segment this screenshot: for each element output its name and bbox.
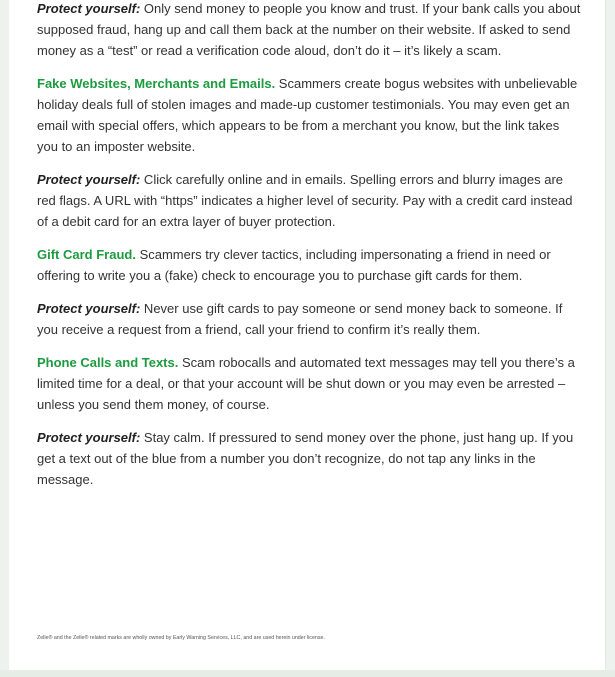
legal-footnote: Zelle® and the Zelle® related marks are wholly owned by Early Warning Services, LLC, and are used herein under license. bbox=[37, 635, 325, 641]
protect-yourself-label: Protect yourself: bbox=[37, 301, 141, 316]
paragraph-text: Never use gift cards to pay someone or send money back to someone. If you receive a request from a friend, call your friend to confirm it’s really them. bbox=[37, 301, 563, 337]
protect-yourself-label: Protect yourself: bbox=[37, 1, 141, 16]
bottom-band bbox=[0, 670, 615, 677]
fake-websites-paragraph bbox=[37, 73, 581, 157]
protect-yourself-paragraph-2 bbox=[37, 169, 581, 232]
protect-yourself-label: Protect yourself: bbox=[37, 172, 141, 187]
phone-calls-heading: Phone Calls and Texts. bbox=[37, 355, 179, 370]
paragraph-text: Only send money to people you know and trust. If your bank calls you about supposed fraud, hang up and call them back at the number on their website. If asked to send money as a “test” or read a verification code aloud, don’t do it – it’s likely a scam. bbox=[37, 1, 581, 58]
paragraph-text: Stay calm. If pressured to send money over the phone, just hang up. If you get a text out of the blue from a number you don’t recognize, do not tap any links in the message. bbox=[37, 430, 574, 487]
article-body bbox=[37, 0, 581, 502]
protect-yourself-paragraph-1 bbox=[37, 0, 581, 61]
paragraph-text: Scammers create bogus websites with unbelievable holiday deals full of stolen images and made-up customer testimonials. You may even get an email with special offers, which appears to be from a merchant you know, but the link takes you to an imposter website. bbox=[37, 76, 578, 154]
paragraph-text: Scammers try clever tactics, including impersonating a friend in need or offering to write you a (fake) check to encourage you to purchase gift cards for them. bbox=[37, 247, 551, 283]
paragraph-text: Click carefully online and in emails. Spelling errors and blurry images are red flags. A URL with “https” indicates a higher level of security. Pay with a credit card instead of a debit card for an extra layer of buyer protection. bbox=[37, 172, 573, 229]
protect-yourself-label: Protect yourself: bbox=[37, 430, 141, 445]
protect-yourself-paragraph-4 bbox=[37, 427, 581, 490]
gift-card-heading: Gift Card Fraud. bbox=[37, 247, 136, 262]
protect-yourself-paragraph-3 bbox=[37, 298, 581, 340]
email-page bbox=[9, 0, 606, 670]
phone-calls-paragraph bbox=[37, 352, 581, 415]
gift-card-paragraph bbox=[37, 244, 581, 286]
paragraph-text: Scam robocalls and automated text messages may tell you there’s a limited time for a deal, or that your account will be shut down or you may even be arrested – unless you send them money, of course. bbox=[37, 355, 575, 412]
fake-websites-heading: Fake Websites, Merchants and Emails. bbox=[37, 76, 276, 91]
